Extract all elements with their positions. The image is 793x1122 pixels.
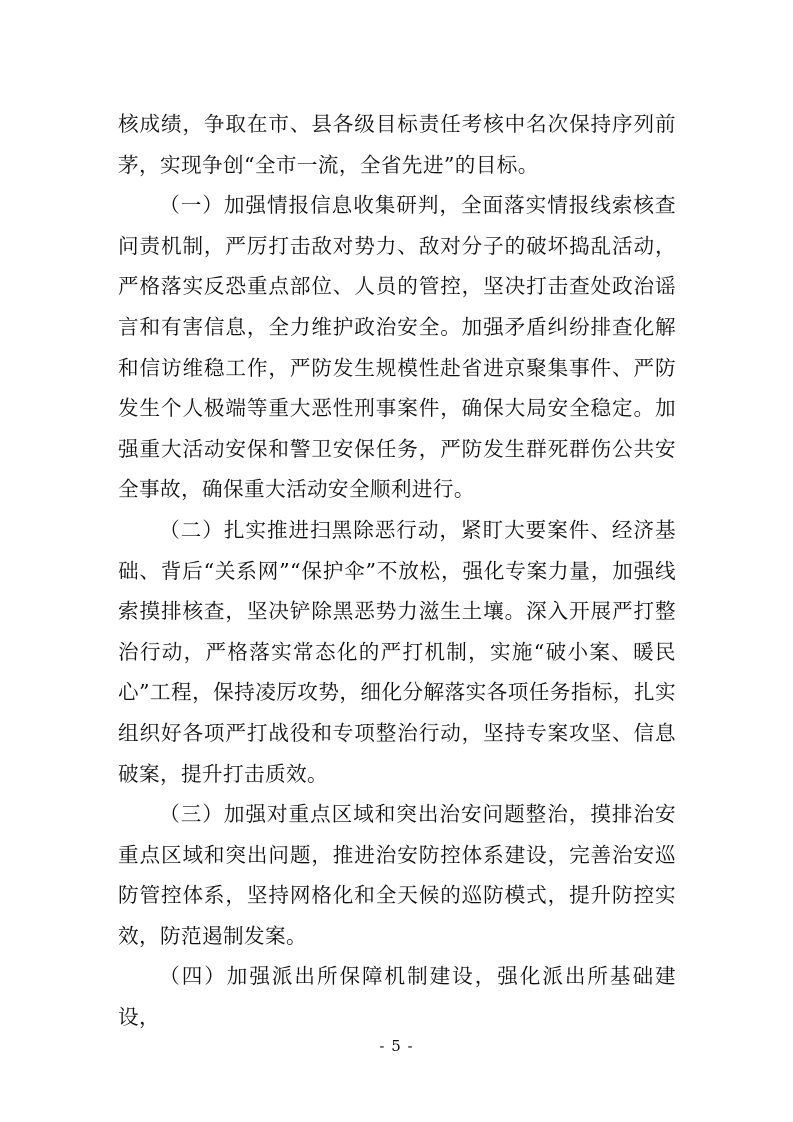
document-body [118,104,676,1038]
paragraph-section-four: （四）加强派出所保障机制建设，强化派出所基础建设， [118,964,676,1030]
paragraph-section-three: （三）加强对重点区域和突出治安问题整治，摸排治安重点区域和突出问题，推进治安防控体系建设，完善治安巡防管控体系，坚持网格化和全天候的巡防模式，提升防控实效，防范遏制发案。 [118,802,676,948]
paragraph-section-two: （二）扎实推进扫黑除恶行动，紧盯大要案件、经济基础、背后“关系网”“保护伞”不放松，强化专案力量，加强线索摸排核查，坚决铲除黑恶势力滋生土壤。深入开展严打整治行动，严格落实常态化的严打机制，实施“破小案、暖民心”工程，保持凌厉攻势，细化分解落实各项任务指标，扎实组织好各项严打战役和专项整治行动，坚持专案攻坚、信息破案，提升打击质效。 [118,517,676,786]
page-number: - 5 - [379,1037,414,1055]
paragraph-continuation: 核成绩，争取在市、县各级目标责任考核中名次保持序列前茅，实现争创“全市一流，全省先进”的目标。 [118,112,676,177]
paragraph-section-one: （一）加强情报信息收集研判，全面落实情报线索核查问责机制，严厉打击敌对势力、敌对分子的破坏捣乱活动，严格落实反恐重点部位、人员的管控，坚决打击查处政治谣言和有害信息，全力维护政治安全。加强矛盾纠纷排查化解和信访维稳工作，严防发生规模性赴省进京聚集事件、严防发生个人极端等重大恶性刑事案件，确保大局安全稳定。加强重大活动安保和警卫安保任务，严防发生群死群伤公共安全事故，确保重大活动安全顺利进行。 [118,193,676,502]
